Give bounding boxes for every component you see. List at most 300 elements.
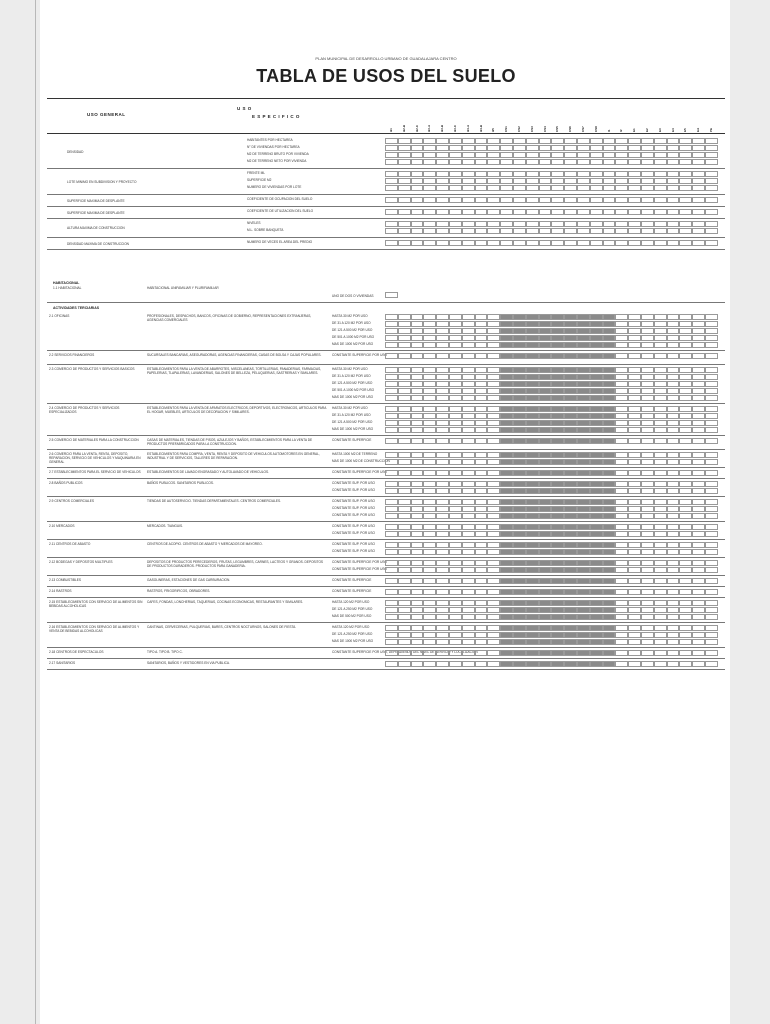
general-cell <box>641 197 654 203</box>
general-cell <box>500 171 513 177</box>
use-grid-cell <box>577 661 590 667</box>
use-grid-cell <box>654 614 667 620</box>
use-desc: SUCURSALES BANCARIAS, ASEGURADORAS, AGENCIAS FINANCIERAS, CASAS DE BOLSA Y CAJAS POPULARES. <box>147 353 322 357</box>
use-grid-cell <box>692 406 705 412</box>
use-grid-cell <box>449 625 462 631</box>
use-grid-cell <box>411 578 424 584</box>
use-grid-cell <box>436 353 449 359</box>
use-condition: CONSTANTE SUP. POR USO <box>332 506 375 510</box>
use-grid-cell <box>513 470 526 476</box>
use-code: 2.13 COMBUSTIBLES <box>49 578 82 582</box>
use-grid-cell <box>500 578 513 584</box>
use-grid-cell <box>398 625 411 631</box>
general-cell <box>513 159 526 165</box>
general-cell <box>564 145 577 151</box>
use-grid-cell <box>526 381 539 387</box>
use-grid-cell <box>641 395 654 401</box>
general-cell <box>423 185 436 191</box>
general-cell <box>487 209 500 215</box>
use-grid-cell <box>564 632 577 638</box>
use-grid-cell <box>705 321 718 327</box>
use-grid-cell <box>577 374 590 380</box>
use-grid-cell <box>577 481 590 487</box>
use-grid-cell <box>487 531 500 537</box>
use-grid-cell <box>667 321 680 327</box>
use-grid-cell <box>436 395 449 401</box>
use-grid-cell <box>411 499 424 505</box>
use-desc: SANITARIOS, BAÑOS Y VESTIDORES EN VIA PUBLICA. <box>147 661 230 665</box>
use-row-divider <box>47 622 725 623</box>
use-grid-cell <box>679 661 692 667</box>
use-grid-cell <box>526 650 539 656</box>
use-desc: ESTABLECIMIENTOS PARA LA VENTA DE APARATOS ELECTRICOS, DEPORTIVOS, ELECTRONICOS, ARTICULOS PARA EL HOGAR, MUEBLES, ARTICULOS DE DECORACION Y SIMILARES. <box>147 406 327 414</box>
use-grid-cell <box>411 388 424 394</box>
general-cell <box>564 159 577 165</box>
document-subtitle: PLAN MUNICIPAL DE DESARROLLO URBANO DE GUADALAJARA CENTRO <box>315 56 457 61</box>
use-grid-cell <box>487 470 500 476</box>
use-grid-cell <box>385 650 398 656</box>
use-grid-cell <box>564 452 577 458</box>
use-grid-cell <box>551 632 564 638</box>
use-grid-cell <box>385 367 398 373</box>
general-cell <box>705 178 718 184</box>
use-grid-cell <box>487 367 500 373</box>
general-cell <box>436 159 449 165</box>
use-grid-cell <box>487 452 500 458</box>
use-grid-cell <box>564 459 577 465</box>
use-grid-cell <box>500 438 513 444</box>
use-condition: CONSTANTE SUPERFICIE POR USO <box>332 353 388 357</box>
use-grid-cell <box>487 342 500 348</box>
general-cell <box>475 138 488 144</box>
use-grid-cell <box>398 342 411 348</box>
general-cell <box>513 171 526 177</box>
use-condition: DE 501 A 1000 M2 POR USO <box>332 388 375 392</box>
general-cell <box>577 171 590 177</box>
use-grid-cell <box>692 314 705 320</box>
general-cell <box>564 178 577 184</box>
use-grid-cell <box>603 481 616 487</box>
general-cell <box>628 159 641 165</box>
use-grid-cell <box>615 488 628 494</box>
use-condition: DE 121 A 500 M2 POR USO <box>332 420 373 424</box>
use-grid-cell <box>667 342 680 348</box>
use-grid-cell <box>385 614 398 620</box>
use-grid-cell <box>679 607 692 613</box>
general-cell <box>590 159 603 165</box>
general-cell <box>692 228 705 234</box>
use-grid-cell <box>539 549 552 555</box>
general-cell <box>487 138 500 144</box>
general-cell <box>654 152 667 158</box>
use-grid-cell <box>679 367 692 373</box>
use-grid-cell <box>475 614 488 620</box>
use-grid-cell <box>539 406 552 412</box>
use-grid-cell <box>500 374 513 380</box>
use-grid-cell <box>398 560 411 566</box>
use-grid-cell <box>398 335 411 341</box>
use-grid-cell <box>475 639 488 645</box>
general-cell <box>449 178 462 184</box>
use-code: 2.6 COMERCIO PARA LA VENTA, RENTA, DEPOSITO, REPARACION, SERVICIO DE VEHICULOS Y MAQUINARIA EN GENERAL <box>49 452 141 464</box>
general-cell <box>641 138 654 144</box>
use-grid-cell <box>385 578 398 584</box>
use-grid-cell <box>603 321 616 327</box>
use-grid-cell <box>526 560 539 566</box>
use-grid-cell <box>628 614 641 620</box>
general-cell <box>526 185 539 191</box>
use-code: 2.9 CENTROS COMERCIALES <box>49 499 94 503</box>
use-grid-cell <box>641 614 654 620</box>
general-cell <box>705 145 718 151</box>
use-grid-cell <box>641 459 654 465</box>
use-grid-cell <box>705 353 718 359</box>
general-cell <box>475 152 488 158</box>
use-grid-cell <box>564 413 577 419</box>
general-cell <box>526 138 539 144</box>
general-cell <box>398 185 411 191</box>
use-grid-cell <box>667 406 680 412</box>
general-cell <box>436 138 449 144</box>
use-grid-cell <box>692 549 705 555</box>
general-cell <box>462 138 475 144</box>
use-grid-cell <box>654 353 667 359</box>
use-row-divider <box>47 575 725 576</box>
use-grid-cell <box>590 607 603 613</box>
general-cell <box>398 159 411 165</box>
use-grid-cell <box>603 420 616 426</box>
use-grid-cell <box>500 650 513 656</box>
use-grid-cell <box>603 560 616 566</box>
use-grid-cell <box>667 470 680 476</box>
use-condition: DE 121 A 250 M2 POR USO <box>332 607 373 611</box>
use-grid-cell <box>577 314 590 320</box>
general-cell <box>500 240 513 246</box>
use-grid-cell <box>513 328 526 334</box>
use-grid-cell <box>385 452 398 458</box>
use-grid-cell <box>590 661 603 667</box>
use-grid-cell <box>423 506 436 512</box>
use-grid-cell <box>423 625 436 631</box>
general-cell <box>628 178 641 184</box>
general-cell <box>692 209 705 215</box>
use-grid-cell <box>603 470 616 476</box>
use-grid-cell <box>398 549 411 555</box>
use-grid-cell <box>705 567 718 573</box>
general-cell <box>705 152 718 158</box>
general-cell <box>628 171 641 177</box>
use-grid-cell <box>692 328 705 334</box>
use-grid-cell <box>423 406 436 412</box>
use-grid-cell <box>641 632 654 638</box>
general-cell <box>692 185 705 191</box>
general-cell <box>551 178 564 184</box>
general-cell <box>641 145 654 151</box>
use-grid-cell <box>615 481 628 487</box>
use-grid-cell <box>423 542 436 548</box>
use-grid-cell <box>539 639 552 645</box>
use-grid-cell <box>449 328 462 334</box>
use-grid-cell <box>667 600 680 606</box>
general-cell <box>590 185 603 191</box>
general-cell <box>526 228 539 234</box>
use-grid-cell <box>679 578 692 584</box>
use-grid-cell <box>462 600 475 606</box>
use-grid-cell <box>551 567 564 573</box>
use-grid-cell <box>513 506 526 512</box>
use-grid-cell <box>436 452 449 458</box>
use-grid-cell <box>436 367 449 373</box>
general-cell <box>411 209 424 215</box>
use-grid-cell <box>526 388 539 394</box>
use-grid-cell <box>411 589 424 595</box>
use-grid-cell <box>462 459 475 465</box>
general-cell <box>628 152 641 158</box>
general-cell <box>692 138 705 144</box>
use-grid-cell <box>462 314 475 320</box>
use-grid-cell <box>615 560 628 566</box>
use-grid-cell <box>551 488 564 494</box>
use-grid-cell <box>475 335 488 341</box>
use-grid-cell <box>526 632 539 638</box>
general-cell <box>487 152 500 158</box>
use-grid-cell <box>705 367 718 373</box>
use-grid-cell <box>590 614 603 620</box>
use-grid-cell <box>500 406 513 412</box>
use-grid-cell <box>551 614 564 620</box>
general-cell <box>551 197 564 203</box>
use-grid-cell <box>577 388 590 394</box>
use-desc: ESTABLECIMIENTOS PARA LA VENTA DE ABARROTES, MISCELANEAS, TORTILLERIAS, PANADERIAS, FARMACIAS, PAPELERIAS, TLAPALERIAS, LAVANDERIAS, SALONES DE BELLEZA, PELUQUERIAS, SASTRERIAS Y SIMILARES. <box>147 367 322 375</box>
use-grid-cell <box>564 567 577 573</box>
general-cell <box>513 228 526 234</box>
use-grid-cell <box>539 427 552 433</box>
general-cell <box>462 209 475 215</box>
general-cell <box>667 221 680 227</box>
use-grid-cell <box>475 506 488 512</box>
use-grid-cell <box>462 632 475 638</box>
use-grid-cell <box>590 374 603 380</box>
use-grid-cell <box>654 578 667 584</box>
use-grid-cell <box>577 342 590 348</box>
general-cell <box>603 171 616 177</box>
use-grid-cell <box>513 632 526 638</box>
general-cell <box>487 185 500 191</box>
use-grid-cell <box>577 607 590 613</box>
use-grid-cell <box>513 524 526 530</box>
use-grid-cell <box>449 342 462 348</box>
use-grid-cell <box>526 342 539 348</box>
use-grid-cell <box>564 342 577 348</box>
use-grid-cell <box>385 481 398 487</box>
use-grid-cell <box>462 607 475 613</box>
general-cell <box>385 138 398 144</box>
use-grid-cell <box>539 328 552 334</box>
use-grid-cell <box>590 549 603 555</box>
general-cell <box>423 209 436 215</box>
use-grid-cell <box>449 335 462 341</box>
use-grid-cell <box>423 395 436 401</box>
use-grid-cell <box>551 481 564 487</box>
use-grid-cell <box>564 600 577 606</box>
general-cell <box>385 152 398 158</box>
use-grid-cell <box>590 321 603 327</box>
header-bottom-rule <box>47 133 725 134</box>
general-cell <box>692 159 705 165</box>
use-grid-cell <box>411 488 424 494</box>
use-grid-cell <box>475 560 488 566</box>
use-grid-cell <box>436 560 449 566</box>
use-grid-cell <box>628 600 641 606</box>
general-cell <box>551 138 564 144</box>
general-row-divider <box>47 218 725 219</box>
use-grid-cell <box>423 481 436 487</box>
use-grid-cell <box>667 427 680 433</box>
use-grid-cell <box>462 513 475 519</box>
general-cell <box>487 240 500 246</box>
use-grid-cell <box>526 567 539 573</box>
use-grid-cell <box>667 614 680 620</box>
use-grid-cell <box>436 381 449 387</box>
use-grid-cell <box>641 374 654 380</box>
general-cell <box>436 209 449 215</box>
general-cell <box>641 240 654 246</box>
use-grid-cell <box>705 499 718 505</box>
zone-header-h4-a: H4-A <box>465 124 470 132</box>
use-grid-cell <box>500 413 513 419</box>
general-cell <box>411 240 424 246</box>
use-code: 2.16 ESTABLECIMIENTOS CON SERVICIO DE ALIMENTOS Y VENTA DE BEBIDAS ALCOHOLICAS <box>49 625 140 633</box>
general-row-divider <box>47 194 725 195</box>
use-grid-cell <box>526 413 539 419</box>
use-grid-cell <box>667 367 680 373</box>
use-grid-cell <box>603 427 616 433</box>
use-grid-cell <box>590 600 603 606</box>
use-grid-cell <box>692 353 705 359</box>
use-condition: CONSTANTE SUP. POR USO <box>332 524 375 528</box>
use-grid-cell <box>539 420 552 426</box>
general-cell <box>526 171 539 177</box>
general-cell <box>423 138 436 144</box>
use-grid-cell <box>692 661 705 667</box>
use-grid-cell <box>577 427 590 433</box>
use-grid-cell <box>692 499 705 505</box>
use-grid-cell <box>577 542 590 548</box>
use-grid-cell <box>667 531 680 537</box>
general-cell <box>526 197 539 203</box>
use-grid-cell <box>462 452 475 458</box>
use-grid-cell <box>551 335 564 341</box>
general-cell <box>679 159 692 165</box>
use-grid-cell <box>603 639 616 645</box>
use-grid-cell <box>436 524 449 530</box>
use-desc: CAFES, FONDAS, LONCHERIAS, TAQUERIAS, COCINAS ECONOMICAS, RESTAURANTES Y SIMILARES. <box>147 600 304 604</box>
row-habitacional-desc: HABITACIONAL UNIFAMILIAR Y PLURIFAMILIAR <box>147 286 219 290</box>
use-condition: DE 121 A 500 M2 POR USO <box>332 381 373 385</box>
use-grid-cell <box>577 499 590 505</box>
use-grid-cell <box>475 589 488 595</box>
general-cell <box>436 152 449 158</box>
general-cell <box>449 228 462 234</box>
use-grid-cell <box>398 321 411 327</box>
general-cell <box>462 221 475 227</box>
use-grid-cell <box>539 481 552 487</box>
use-grid-cell <box>628 567 641 573</box>
general-cell <box>475 197 488 203</box>
use-grid-cell <box>615 367 628 373</box>
use-grid-cell <box>590 314 603 320</box>
use-grid-cell <box>385 420 398 426</box>
use-grid-cell <box>475 452 488 458</box>
use-grid-cell <box>513 531 526 537</box>
use-grid-cell <box>539 488 552 494</box>
use-grid-cell <box>423 614 436 620</box>
use-grid-cell <box>385 524 398 530</box>
use-grid-cell <box>628 488 641 494</box>
use-grid-cell <box>603 488 616 494</box>
use-grid-cell <box>398 395 411 401</box>
use-grid-cell <box>667 481 680 487</box>
general-cell <box>654 240 667 246</box>
use-grid-cell <box>526 438 539 444</box>
use-grid-cell <box>590 488 603 494</box>
use-grid-cell <box>423 639 436 645</box>
use-grid-cell <box>500 427 513 433</box>
use-grid-cell <box>423 438 436 444</box>
general-cell <box>679 152 692 158</box>
use-grid-cell <box>654 567 667 573</box>
use-grid-cell <box>475 420 488 426</box>
use-grid-cell <box>513 367 526 373</box>
general-cell <box>705 240 718 246</box>
use-grid-cell <box>423 650 436 656</box>
use-grid-cell <box>628 381 641 387</box>
use-grid-cell <box>449 600 462 606</box>
general-cell <box>641 209 654 215</box>
general-cell <box>654 171 667 177</box>
use-grid-cell <box>500 314 513 320</box>
general-cell <box>667 152 680 158</box>
use-grid-cell <box>564 513 577 519</box>
zone-header-cs3: CS3 <box>529 126 534 132</box>
use-grid-cell <box>436 600 449 606</box>
use-grid-cell <box>654 499 667 505</box>
general-cell <box>667 171 680 177</box>
use-grid-cell <box>462 650 475 656</box>
use-grid-cell <box>411 374 424 380</box>
general-cell <box>577 145 590 151</box>
use-grid-cell <box>436 513 449 519</box>
use-grid-cell <box>475 321 488 327</box>
use-grid-cell <box>487 600 500 606</box>
use-grid-cell <box>487 420 500 426</box>
zone-header-cs1: CS1 <box>504 126 509 132</box>
use-grid-cell <box>449 452 462 458</box>
use-grid-cell <box>526 607 539 613</box>
use-grid-cell <box>462 413 475 419</box>
use-code: 2.10 MERCADOS <box>49 524 75 528</box>
use-grid-cell <box>654 406 667 412</box>
use-grid-cell <box>526 459 539 465</box>
general-cell <box>705 209 718 215</box>
use-grid-cell <box>641 353 654 359</box>
general-cell <box>603 185 616 191</box>
use-grid-cell <box>513 600 526 606</box>
use-grid-cell <box>436 549 449 555</box>
use-grid-cell <box>500 567 513 573</box>
use-grid-cell <box>385 321 398 327</box>
use-grid-cell <box>475 381 488 387</box>
